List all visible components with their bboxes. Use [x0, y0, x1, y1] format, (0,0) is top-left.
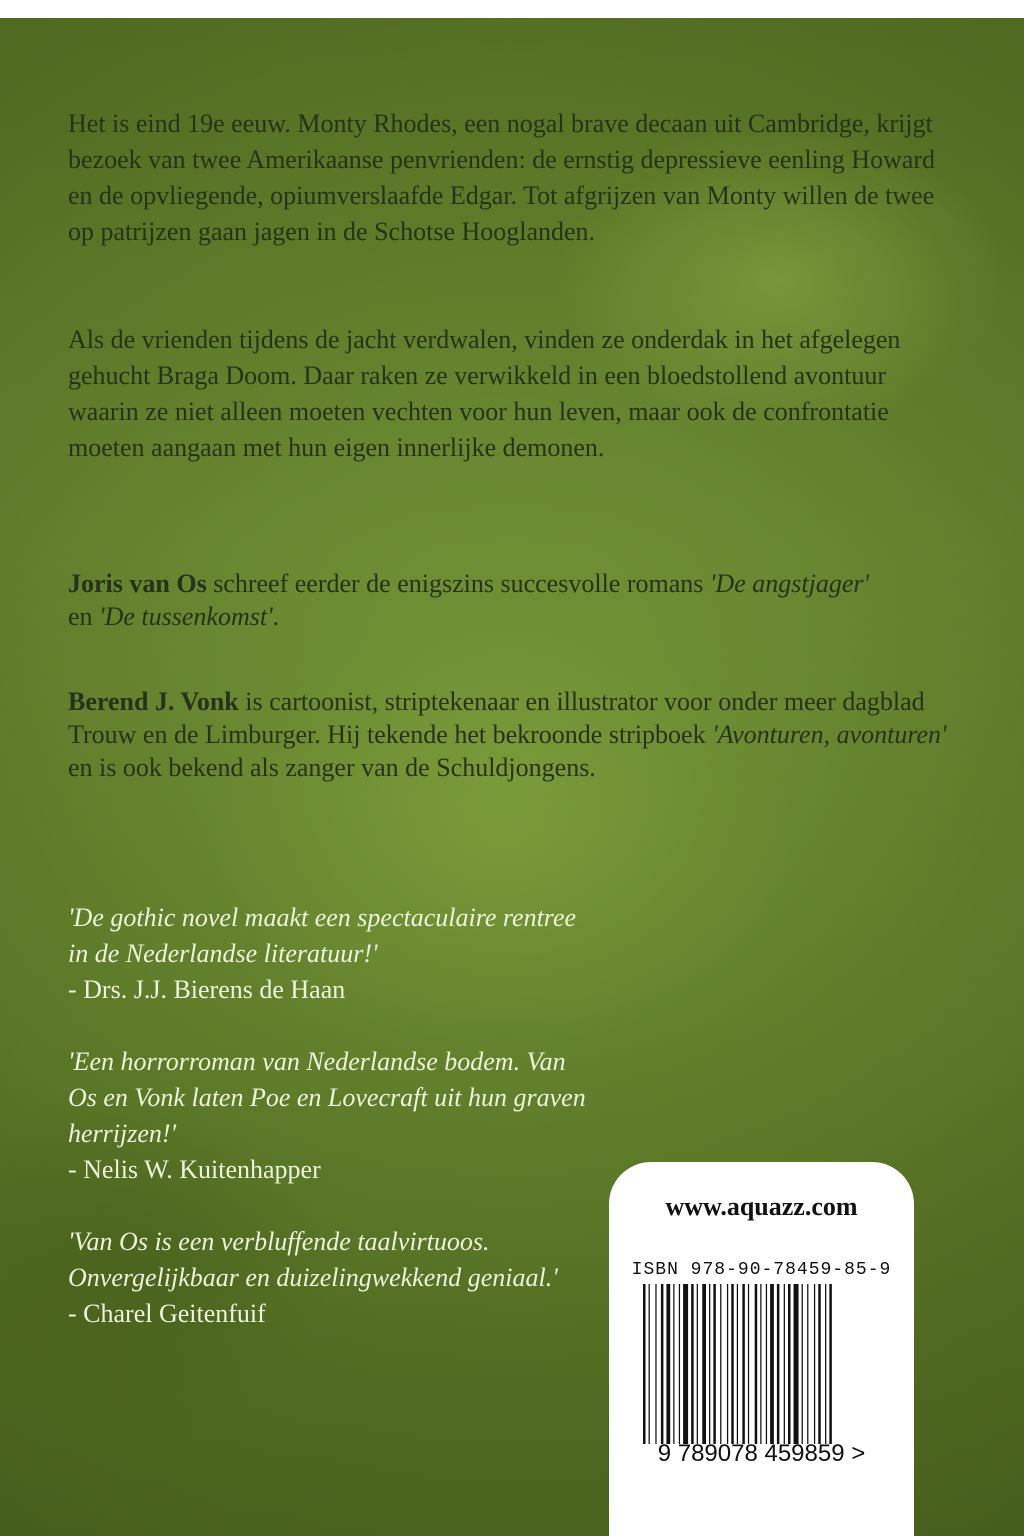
- illustrator-bio: [68, 685, 948, 784]
- review-quote-2: [68, 1044, 588, 1188]
- author-name: Joris van Os: [68, 569, 207, 598]
- quote-author: - Drs. J.J. Bierens de Haan: [68, 975, 346, 1004]
- review-quote-1: [68, 900, 588, 1008]
- illustrator-name: Berend J. Vonk: [68, 687, 239, 716]
- book-back-cover: [0, 18, 1024, 1536]
- ean-digits: 9 789078 459859 >: [657, 1440, 866, 1467]
- quote-text: 'Een horrorroman van Nederlandse bodem. Van Os en Vonk laten Poe en Lovecraft uit hun graven herrijzen!': [68, 1047, 586, 1148]
- author-bio-text-2: en: [68, 602, 100, 631]
- barcode-icon: [643, 1284, 883, 1444]
- quote-author: - Nelis W. Kuitenhapper: [68, 1155, 321, 1184]
- author-bio-text-1: schreef eerder de enigszins succesvolle romans: [206, 569, 710, 598]
- illustrator-bio-text-1: is cartoonist, striptekenaar en illustrator voor onder meer dagblad Trouw en de Limburger. Hij tekende het bekroonde stripboek: [68, 687, 925, 749]
- author-book-1: 'De angstjager': [709, 569, 870, 598]
- quote-text: 'De gothic novel maakt een spectaculaire rentree in de Nederlandse literatuur!': [68, 903, 577, 968]
- illustrator-book: 'Avonturen, avonturen': [712, 720, 947, 749]
- review-quote-3: [68, 1224, 588, 1332]
- publisher-website: www.aquazz.com: [665, 1192, 858, 1221]
- blurb-paragraph-1: Het is eind 19e eeuw. Monty Rhodes, een nogal brave decaan uit Cambridge, krijgt bezoek van twee Amerikaanse penvrienden: de ernstig depressieve eenling Howard en de opvliegende, opiumverslaafde Edgar. Tot afgrijzen van Monty willen de twee op patrijzen gaan jagen in de Schotse Hooglanden.: [68, 109, 936, 246]
- blurb-paragraph-2: Als de vrienden tijdens de jacht verdwalen, vinden ze onderdak in het afgelegen gehucht Braga Doom. Daar raken ze verwikkeld in een bloedstollend avontuur waarin ze niet alleen moeten vechten voor hun leven, maar ook de confrontatie moeten aangaan met hun eigen innerlijke demonen.: [68, 325, 901, 462]
- quote-author: - Charel Geitenfuif: [68, 1299, 266, 1328]
- illustrator-bio-text-2: en is ook bekend als zanger van de Schuldjongens.: [68, 753, 596, 782]
- author-book-2: 'De tussenkomst': [99, 602, 273, 631]
- barcode-panel: [609, 1162, 914, 1536]
- quote-text: 'Van Os is een verbluffende taalvirtuoos. Onvergelijkbaar en duizelingwekkend geniaal.': [68, 1227, 558, 1292]
- author-bio-text-3: .: [272, 602, 280, 631]
- isbn-number: ISBN 978-90-78459-85-9: [631, 1260, 892, 1280]
- author-bio: [68, 567, 948, 633]
